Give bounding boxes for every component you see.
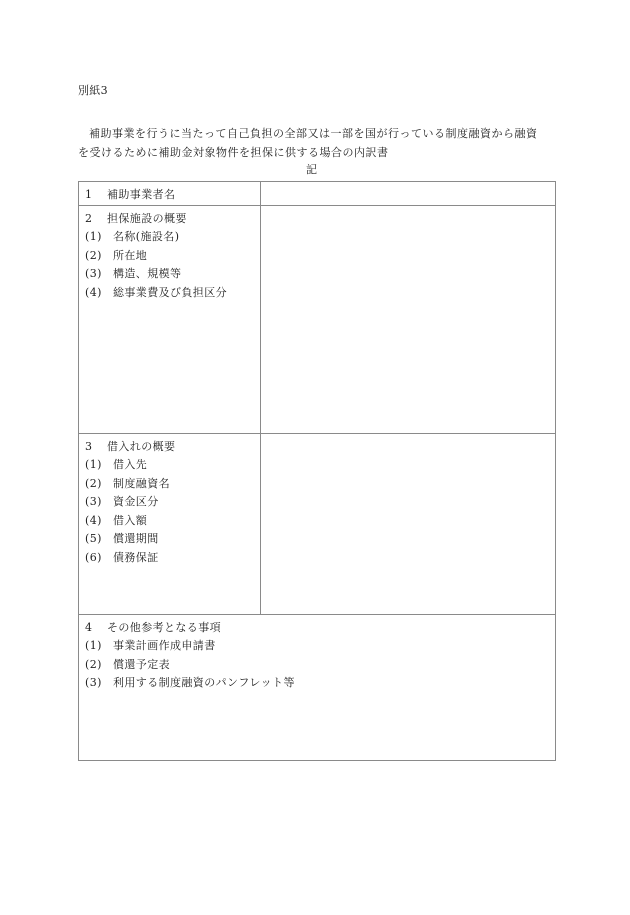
section-4-item [85,637,549,656]
section-2-item [85,284,254,303]
heading-line-2: を受けるために補助金対象物件を担保に供する場合の内訳書 [78,146,389,159]
item-number: (3) [85,267,102,280]
item-number: (2) [85,657,102,671]
item-label: 総事業費及び負担区分 [113,285,227,299]
section-4-item [85,674,549,693]
section-3-item [85,475,254,494]
section-3-title [85,438,254,457]
item-number: (4) [85,285,102,299]
item-number: (2) [85,248,102,262]
item-number: (5) [85,532,102,545]
item-number: (1) [85,639,102,652]
item-label: 所在地 [113,248,148,262]
item-number: (2) [85,476,102,490]
appendix-label: 別紙3 [78,84,108,97]
section-2-label-cell [79,205,261,433]
section-1-number: 1 [85,188,93,201]
section-2-title-text: 担保施設の概要 [107,211,187,225]
section-4-cell [79,614,556,760]
item-label: 償還予定表 [113,657,170,671]
section-4-title [85,619,549,638]
item-label: 借入先 [113,458,148,471]
item-number: (3) [85,495,102,508]
section-1-entry-cell[interactable] [261,182,556,206]
document-heading [78,124,558,162]
section-3-item [85,456,254,475]
item-number: (1) [85,230,102,243]
item-number: (1) [85,458,102,471]
section-3-label-cell [79,433,261,614]
section-3-item [85,549,254,568]
section-1-label-cell [79,182,261,206]
item-number: (3) [85,676,102,689]
section-4-title-text: その他参考となる事項 [107,620,221,634]
section-row-references [79,614,556,760]
section-1-title-text: 補助事業者名 [107,188,176,201]
heading-line-1: 補助事業を行うに当たって自己負担の全部又は一部を国が行っている制度融資から融資 [89,127,538,140]
item-label: 構造、規模等 [113,267,182,280]
section-row-borrowing [79,433,556,614]
section-4-item [85,656,549,675]
section-2-item [85,228,254,247]
section-2-item [85,265,254,284]
section-2-title [85,210,254,229]
item-label: 債務保証 [113,550,159,564]
item-label: 名称(施設名) [113,230,180,243]
item-number: (6) [85,550,102,564]
section-3-item [85,512,254,531]
item-label: 借入額 [113,513,148,527]
section-4-number: 4 [85,620,93,634]
section-3-title-text: 借入れの概要 [107,439,176,453]
section-2-number: 2 [85,211,93,225]
section-3-entry-cell[interactable] [261,433,556,614]
section-2-item [85,247,254,266]
item-label: 資金区分 [113,495,159,508]
breakdown-form-table [78,181,556,761]
item-label: 利用する制度融資のパンフレット等 [113,676,295,689]
item-label: 償還期間 [113,532,159,545]
section-2-entry-cell[interactable] [261,205,556,433]
section-row-collateral [79,205,556,433]
section-3-item [85,493,254,512]
section-row-applicant [79,182,556,206]
ki-mark: 記 [306,163,317,176]
section-3-item [85,530,254,549]
item-number: (4) [85,513,102,527]
item-label: 事業計画作成申請書 [113,639,216,652]
section-3-number: 3 [85,439,93,453]
item-label: 制度融資名 [113,476,170,490]
section-1-title [85,186,254,205]
